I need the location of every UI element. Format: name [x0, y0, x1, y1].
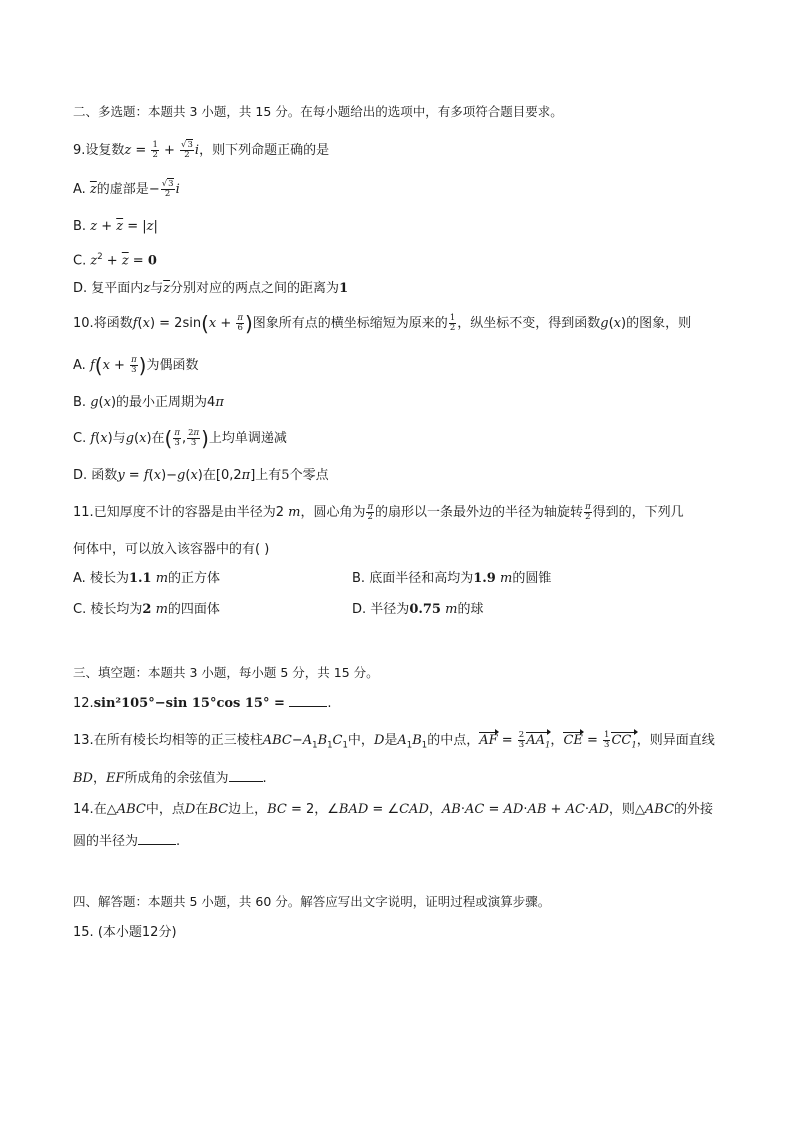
question-15: 15. (本小题12分)	[73, 925, 177, 940]
question-10-option-a: A. f(x + $\frac{\pi}{3}$ )为偶函数	[73, 353, 199, 378]
question-11-option-c: C. 棱长均为2 m的四面体	[73, 602, 220, 617]
question-9-stem: 9.设复数z = $\frac{1}{2}$ + $\frac{√3}{2}$ i，则下列命题正确的是	[73, 140, 330, 160]
section-header-multi-choice	[73, 102, 563, 122]
section-header-answer: 四、解答题：本题共 5 小题，共 60 分。解答应写出文字说明，证明过程或演算步骤。	[73, 894, 551, 909]
question-10-stem: 10.将函数f(x) = 2sin(x + $\frac{\pi}{6}$ )图象所有点的横坐标缩短为原来的 $\frac{1}{2}$ ，纵坐标不变，得到函数g(x)的图象，则	[73, 311, 692, 336]
section-header-fill-blank: 三、填空题：本题共 3 小题，每小题 5 分，共 15 分。	[73, 665, 379, 680]
question-9-option-b: B. $z + \overline{z} = |z|$	[73, 219, 158, 234]
question-11-option-a: A. 棱长为1.1 m的正方体	[73, 571, 221, 586]
section-header-text: 二、多选题：本题共 3 小题，共 15 分。在每小题给出的选项中，有多项符合题目要求。	[73, 104, 563, 119]
answer-blank[interactable]	[229, 769, 263, 782]
question-11-option-b: B. 底面半径和高均为1.9 m的圆锥	[352, 571, 552, 586]
question-number: 9.	[73, 143, 86, 158]
question-10-option-c: C. f(x)与g(x)在( $\frac{\pi}{3}$ , $\frac{2\pi}{3}$ )上均单调递减	[73, 426, 287, 451]
question-13-stem: 13.在所有棱长均相等的正三棱柱$ABC-A_1B_1C_1$中，D是$A_1B_1$的中点，AF = $\frac{2}{3}$ $AA_1$，CE = $\frac{1}{3}$ $CC_1$，则异面直线	[73, 731, 715, 756]
question-9-option-c: C. $z^2 + \overline{z} = 0$	[73, 252, 157, 269]
question-13-stem-line2: BD，EF所成角的余弦值为 .	[73, 771, 267, 786]
question-14-stem-line2: 圆的半径为 .	[73, 834, 181, 849]
question-11-option-d: D. 半径为0.75 m的球	[352, 602, 484, 617]
question-14-stem: 14.在△ABC中，点D在BC边上，BC = 2，∠BAD = ∠CAD，AB·AC = AD·AB + AC·AD，则△ABC的外接	[73, 802, 714, 817]
answer-blank[interactable]	[289, 694, 327, 707]
question-11-stem-line2: 何体中，可以放入该容器中的有( )	[73, 542, 270, 557]
question-number: 13.	[73, 733, 94, 748]
question-9-option-a: A. $\overline{z}$的虚部是− $\frac{√3}{2}$ i	[73, 179, 180, 199]
question-11-stem: 11.已知厚度不计的容器是由半径为2 m，圆心角为 $\frac{\pi}{2}$ 的扇形以一条最外边的半径为轴旋转 $\frac{\pi}{2}$ 得到的，下列几	[73, 502, 684, 522]
question-number: 10.	[73, 316, 94, 331]
question-number: 15.	[73, 925, 94, 940]
question-number: 14.	[73, 802, 94, 817]
question-number: 11.	[73, 505, 94, 520]
question-10-option-b: B. g(x)的最小正周期为4π	[73, 395, 224, 410]
question-12: 12.sin²105°−sin 15°cos 15° = .	[73, 696, 332, 711]
question-10-option-d: D. 函数y = f(x)−g(x)在[0,2π]上有5个零点	[73, 468, 329, 483]
answer-blank[interactable]	[138, 832, 176, 845]
question-number: 12.	[73, 696, 94, 711]
question-9-option-d: D. 复平面内z与$\overline{z}$分别对应的两点之间的距离为1	[73, 281, 349, 296]
